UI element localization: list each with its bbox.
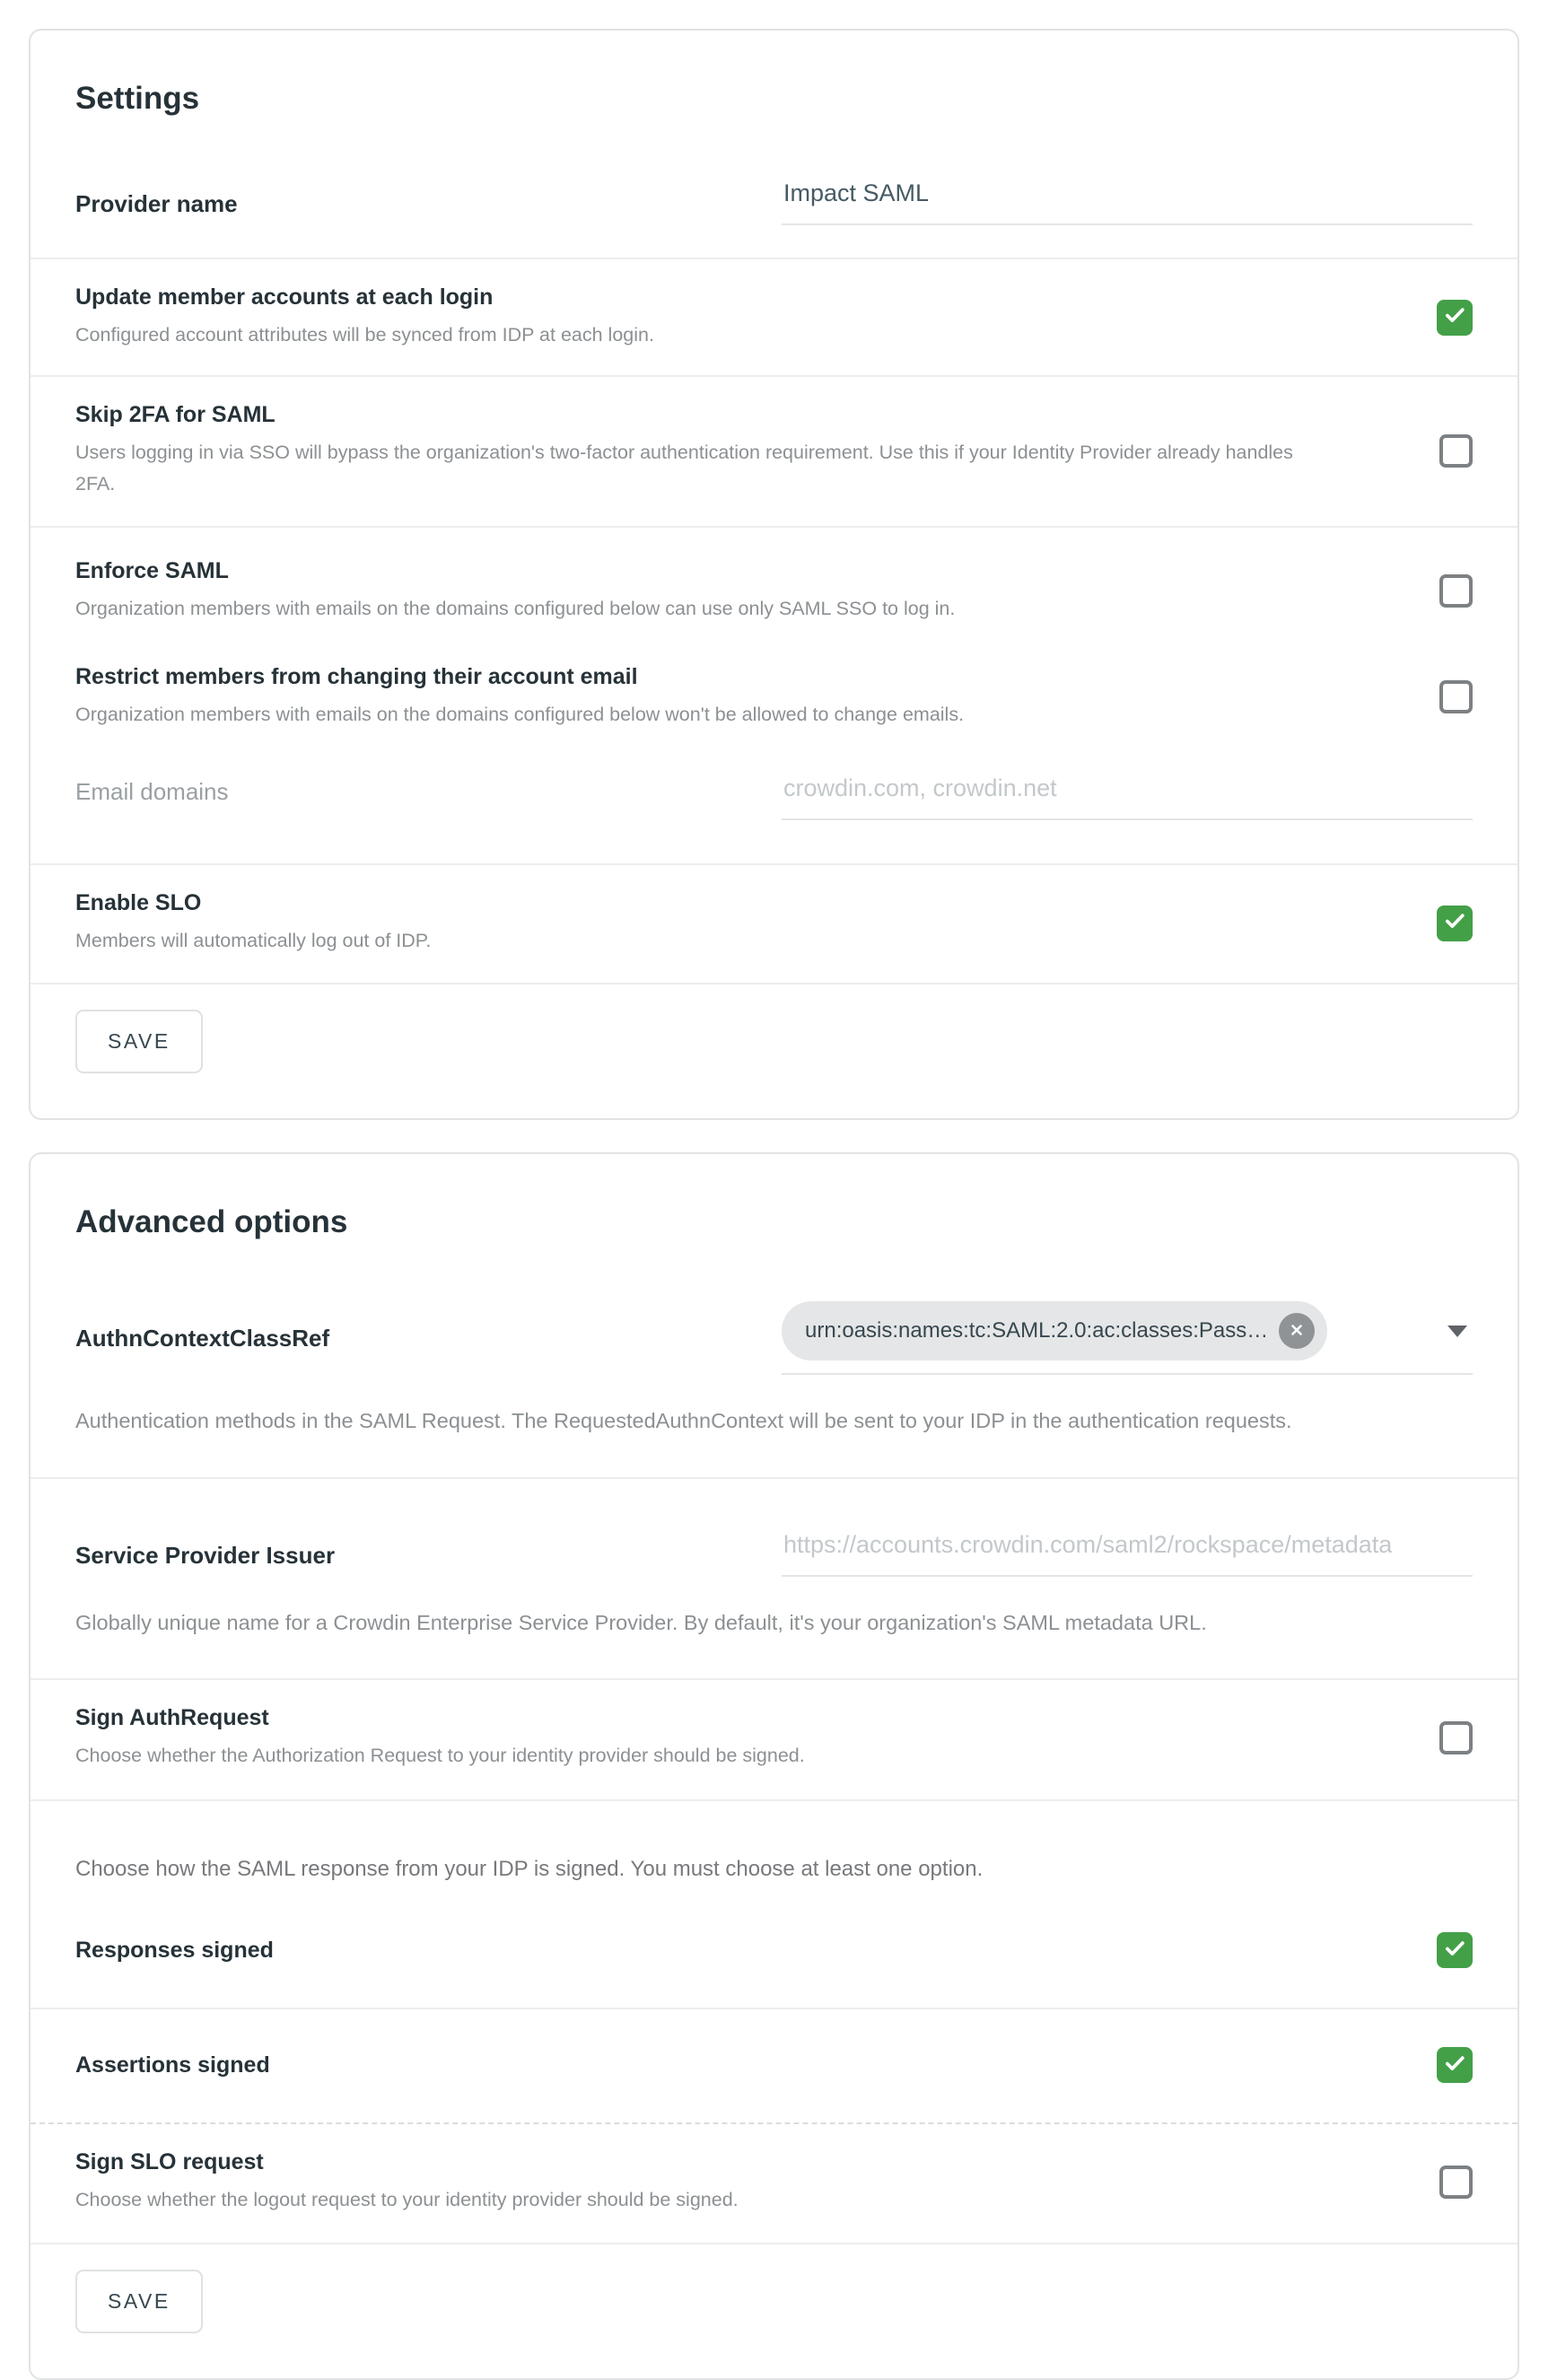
restrict-email-checkbox[interactable] [1439,680,1473,713]
enforce-saml-description: Organization members with emails on the domains configured below can use only SAML SSO to log in. [75,598,956,620]
sign-slo-description: Choose whether the logout request to your identity provider should be signed. [75,2189,739,2211]
provider-name-label: Provider name [75,190,238,217]
response-signing-section [31,1799,1517,2008]
authn-context-chip [782,1301,1327,1361]
authn-context-chip-value: urn:oasis:names:tc:SAML:2.0:ac:classes:Pass… [805,1318,1269,1343]
update-members-description: Configured account attributes will be synced from IDP at each login. [75,324,654,346]
enable-slo-description: Members will automatically log out of IDP. [75,929,432,951]
email-domains-row [31,744,1517,856]
provider-name-input[interactable] [782,167,1473,225]
responses-signed-heading: Responses signed [75,1937,274,1963]
enforce-saml-checkbox[interactable] [1439,574,1473,608]
update-members-checkbox[interactable] [1437,300,1473,336]
checkmark-icon [1442,908,1467,938]
provider-name-row [31,126,1517,258]
assertions-signed-row [31,2008,1517,2122]
restrict-email-description: Organization members with emails on the domains configured below won't be allowed to change emails. [75,703,965,725]
authn-context-row [31,1249,1517,1375]
authn-context-select[interactable] [782,1301,1473,1375]
settings-card-title: Settings [75,81,200,116]
checkmark-icon [1442,2051,1467,2080]
skip-2fa-checkbox[interactable] [1439,434,1473,468]
settings-save-button[interactable]: SAVE [75,1010,203,1073]
skip-2fa-description: Users logging in via SSO will bypass the organization's two-factor authentication requirement. Use this if your Identity Provider already handles 2FA. [75,442,1293,494]
email-domains-label: Email domains [75,777,229,805]
sign-authrequest-checkbox[interactable] [1439,1721,1473,1754]
enable-slo-heading: Enable SLO [75,889,202,915]
update-members-row [31,258,1517,375]
authn-context-label: AuthnContextClassRef [75,1324,330,1352]
skip-2fa-heading: Skip 2FA for SAML [75,402,275,428]
chip-remove-button[interactable] [1279,1313,1315,1349]
assertions-signed-heading: Assertions signed [75,2052,270,2078]
close-icon [1289,1322,1305,1341]
authn-context-description: Authentication methods in the SAML Request. The RequestedAuthnContext will be sent to your IDP in the authentication requests. [75,1409,1292,1433]
sign-slo-checkbox[interactable] [1439,2166,1473,2199]
responses-signed-row [31,1891,1517,2008]
sign-authrequest-description: Choose whether the Authorization Request to your identity provider should be signed. [75,1744,805,1766]
checkmark-icon [1442,1936,1467,1965]
advanced-save-row [31,2243,1517,2378]
sp-issuer-label: Service Provider Issuer [75,1541,336,1569]
advanced-card-title: Advanced options [75,1204,348,1240]
enable-slo-row [31,863,1517,983]
update-members-heading: Update member accounts at each login [75,284,494,310]
sign-slo-heading: Sign SLO request [75,2149,264,2175]
sign-authrequest-row [31,1678,1517,1799]
chevron-down-icon[interactable] [1447,1326,1467,1337]
settings-card [29,29,1519,1120]
sign-authrequest-heading: Sign AuthRequest [75,1704,269,1730]
advanced-options-card [29,1152,1519,2379]
sign-slo-row [31,2122,1517,2242]
sp-issuer-input[interactable] [782,1518,1473,1577]
responses-signed-checkbox[interactable] [1437,1932,1473,1968]
signing-note: Choose how the SAML response from your IDP is signed. You must choose at least one option. [75,1857,984,1882]
enable-slo-checkbox[interactable] [1437,906,1473,941]
restrict-email-row [31,641,1517,744]
restrict-email-heading: Restrict members from changing their account email [75,663,638,689]
advanced-save-button[interactable]: SAVE [75,2270,203,2333]
skip-2fa-row [31,375,1517,526]
enforce-saml-row [31,528,1517,640]
email-domains-input[interactable] [782,762,1473,820]
sp-issuer-row [31,1479,1517,1577]
checkmark-icon [1442,302,1467,332]
domains-section [31,526,1517,863]
sp-issuer-description: Globally unique name for a Crowdin Enterprise Service Provider. By default, it's your organization's SAML metadata URL. [75,1610,1207,1634]
assertions-signed-checkbox[interactable] [1437,2047,1473,2083]
enforce-saml-heading: Enforce SAML [75,558,229,584]
settings-save-row [31,983,1517,1118]
